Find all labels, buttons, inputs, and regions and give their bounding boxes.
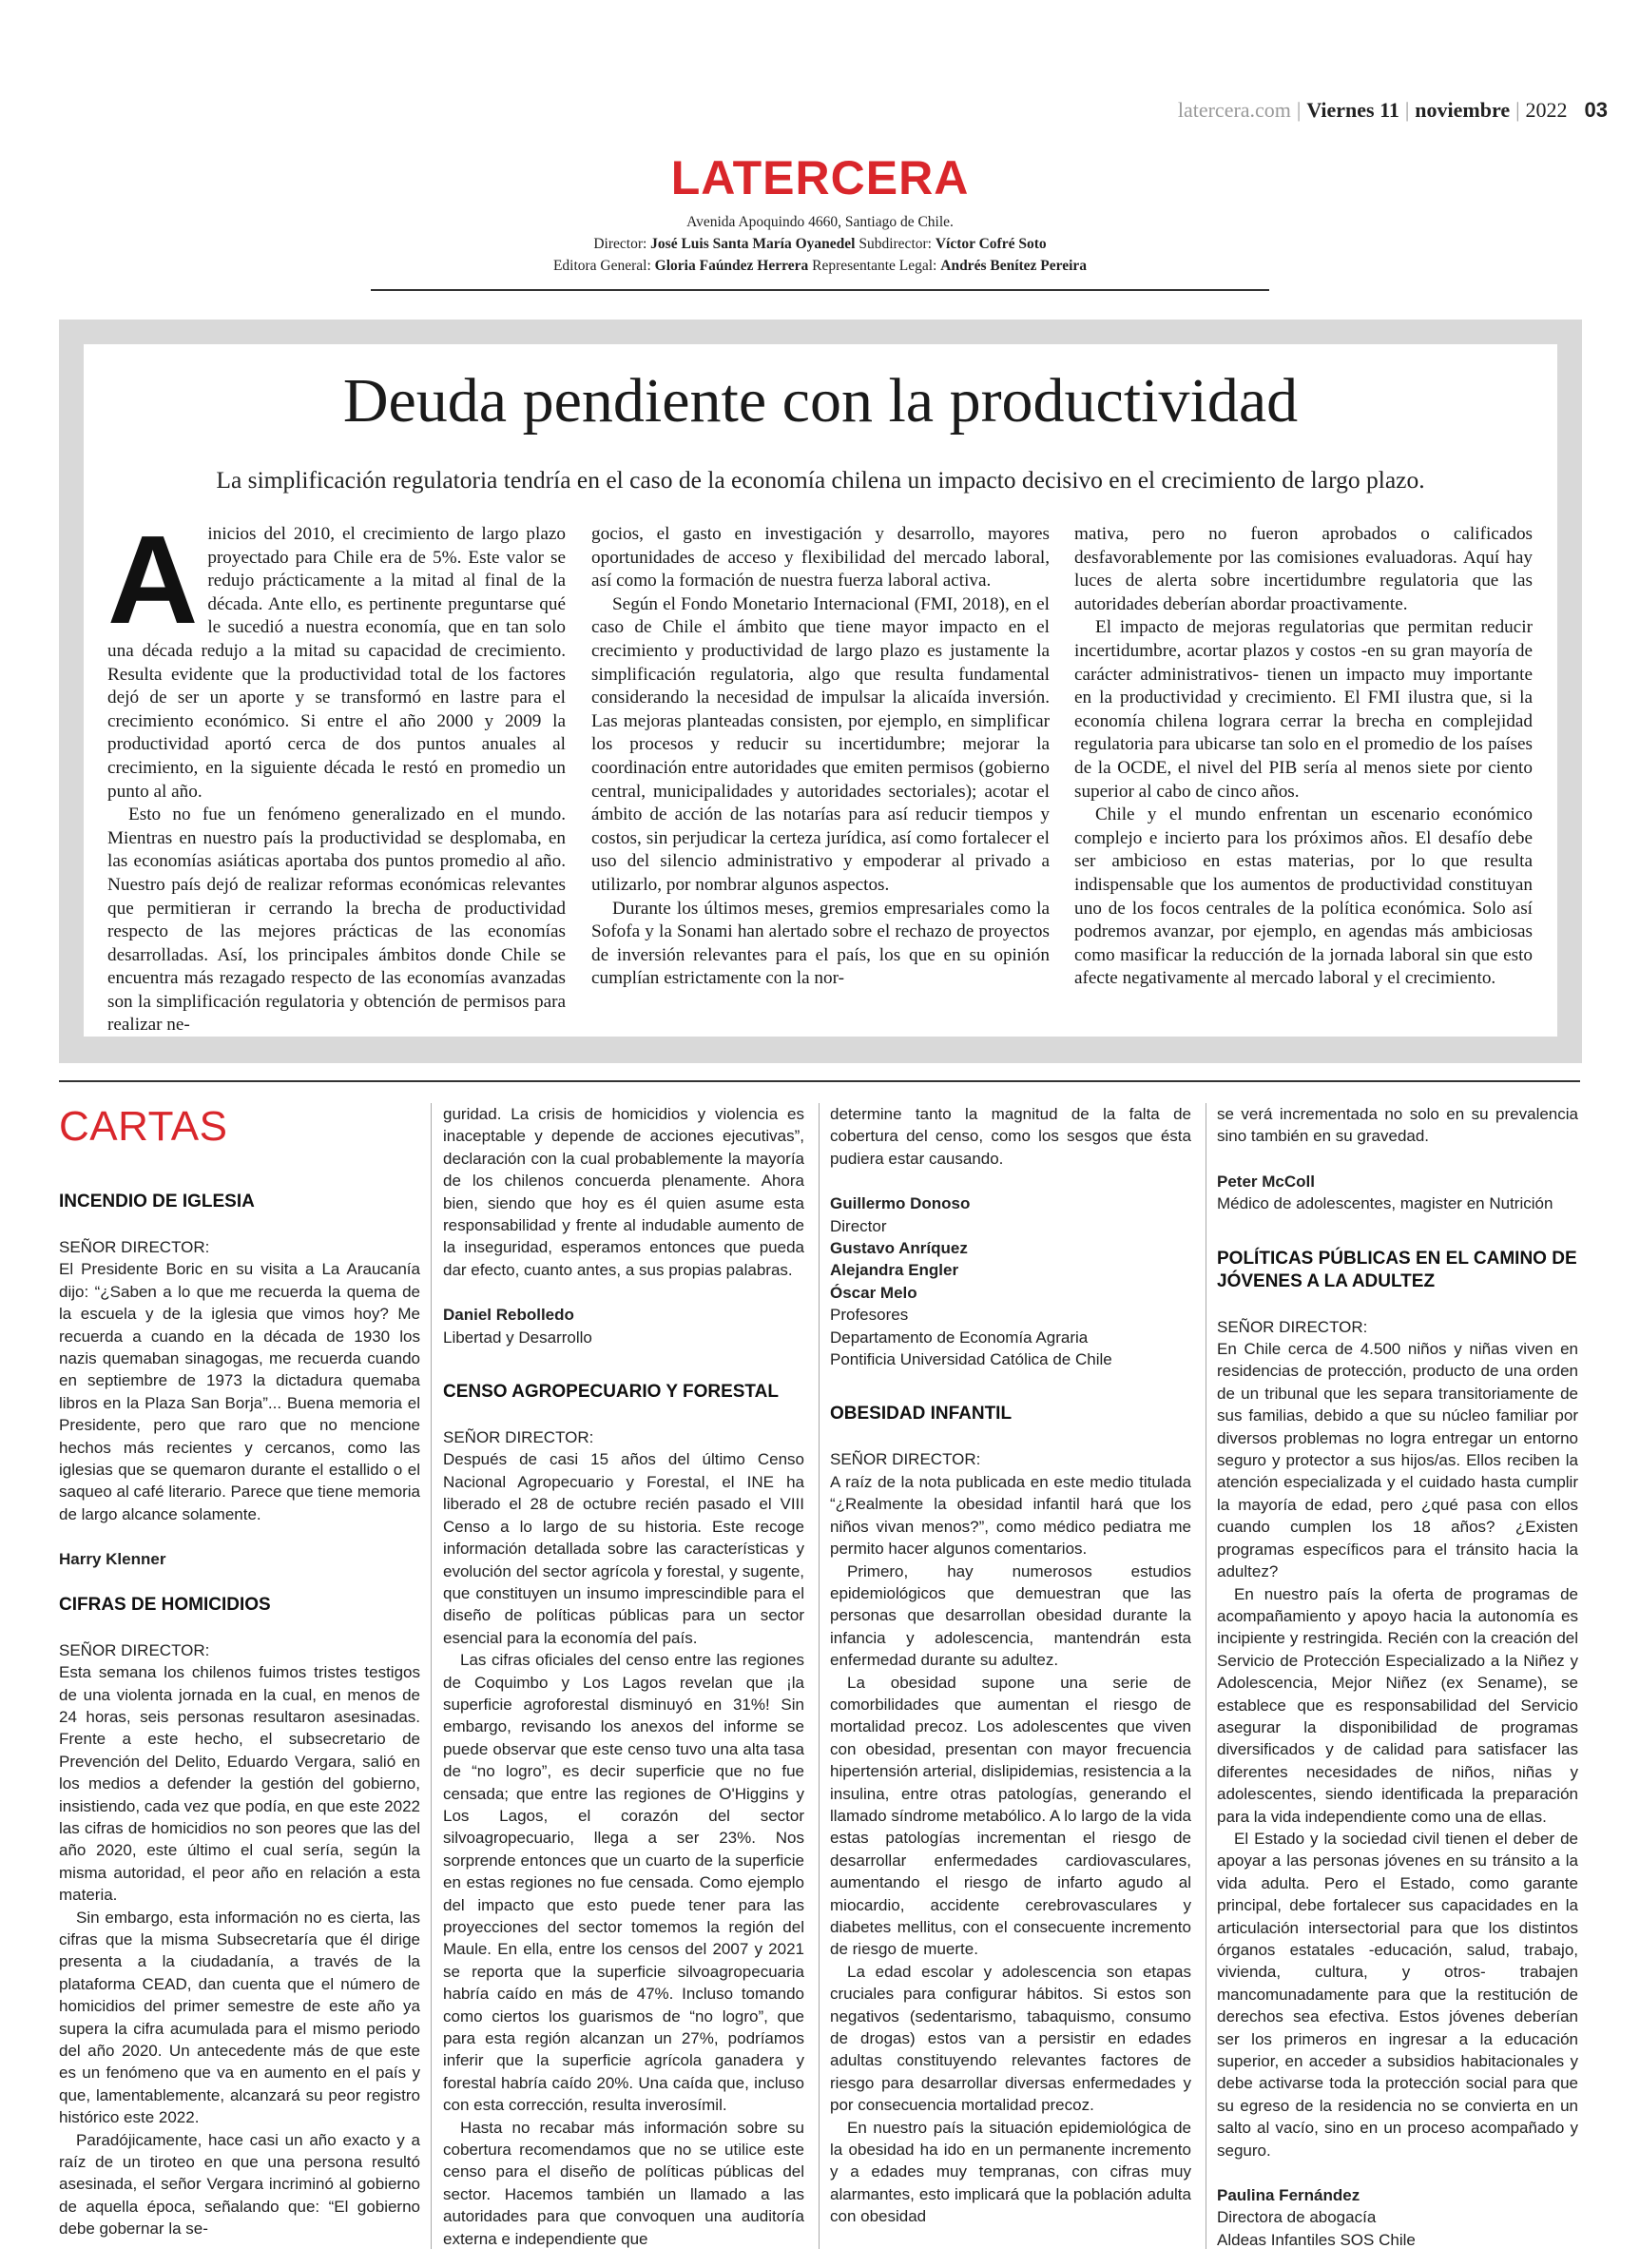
issue-weekday: Viernes 11 bbox=[1306, 98, 1399, 122]
staff-line-2 bbox=[0, 255, 1640, 277]
letter-salutation: SEÑOR DIRECTOR: bbox=[443, 1428, 594, 1447]
letter-salutation: SEÑOR DIRECTOR: bbox=[830, 1450, 981, 1469]
director-label: Director: bbox=[593, 236, 651, 252]
cartas-column-1 bbox=[59, 1191, 420, 2240]
letter-paragraph: Sin embargo, esta información no es cierta, las cifras que la misma Subsecretaría que él dirige presenta a la ciudadanía, a través de la plataforma CEAD, dan cuenta que el número de homicidios del primer semestre de este año ya supera la cifra acumulada para el mismo periodo del año 2020. Un antecedente más de que este es un fenómeno que va en aumento en el país y que, lamentablemente, alcanzará su peor registro histórico este 2022. bbox=[59, 1908, 420, 2127]
letter-headline: CIFRAS DE HOMICIDIOS bbox=[59, 1594, 271, 1615]
letter-paragraph: Después de casi 15 años del último Censo Nacional Agropecuario y Forestal, el INE ha liberado el 28 de octubre recién pasado el VIII Censo a lo largo de su historia. Este recoge información detallada sobre las características y evolución del sector agrícola y forestal, y sugente, que constituyen un insumo imprescindible para el diseño de políticas públicas para un sector esencial para la economía del país. bbox=[443, 1450, 804, 1647]
letter-paragraph: En Chile cerca de 4.500 niños y niñas viven en residencias de protección, producto de una orden de un tribunal que les separa transitoriamente de sus familias, debido a que su núcleo familiar por diversos problemas no logra entregar un entorno seguro y protector a sus hijos/as. Ellos reciben la atención especializada y el cuidado hasta cumplir la mayoría de edad, pero ¿qué pasa con ellos cuando cumplen los 18 años? ¿Existen programas específicos para el tránsito hacia la adultez? bbox=[1217, 1340, 1578, 1581]
letter-paragraph: A raíz de la nota publicada en este medio titulada “¿Realmente la obesidad infantil hará que los niños vivan menos?”, como médico pediatra me permito hacer algunos comentarios. bbox=[830, 1472, 1191, 1559]
letter-paragraph: Las cifras oficiales del censo entre las regiones de Coquimbo y Los Lagos revelan que ¡la superficie agroforestal disminuyó en 31%! Sin embargo, revisando los anexos del informe se puede observar que este censo tuvo una alta tasa de “no logro”, es decir superficie que no fue censada; que entre las regiones de O'Higgins y Los Lagos, el corazón del sector silvoagropecuario, llega a ser 23%. Nos sorprende entonces que un cuarto de la superficie en estas regiones no fue censada. Como ejemplo del impacto que esto puede tener para las proyecciones del sector tomemos la región del Maule. En ella, entre los censos del 2007 y 2021 se reporta que la superficie silvoagropecuaria habría caído en más de 47%. Incluso tomando como ciertos los guarismos de “no logro”, que para esta región alcanzan un 27%, podríamos inferir que la superficie agrícola ganadera y forestal habría caído 20%. Una caída que, incluso con esta corrección, resulta inverosímil. bbox=[443, 1651, 804, 2115]
drop-cap: A bbox=[107, 510, 199, 649]
cartas-column-3 bbox=[830, 1103, 1191, 2228]
letter-signer: Peter McColl bbox=[1217, 1172, 1315, 1191]
letter-signer: Guillermo Donoso bbox=[830, 1194, 971, 1213]
cartas-column-2 bbox=[443, 1103, 804, 2250]
cartas-column-4 bbox=[1217, 1103, 1578, 2251]
address: Avenida Apoquindo 4660, Santiago de Chile. bbox=[686, 214, 954, 230]
letter-role: Médico de adolescentes, magister en Nutrición bbox=[1217, 1194, 1553, 1213]
editorial-paragraph: El impacto de mejoras regulatorias que permitan reducir incertidumbre, acortar plazos y costos -en su gran mayoría de carácter administrativos- tienen un impacto muy importante en la productividad y crecimiento. El FMI ilustra que, si la economía chilena lograra cerrar la brecha en complejidad regulatoria para ubicarse tan solo en el promedio de los países de la OCDE, el nivel del PIB sería al menos siete por ciento superior al cabo de cinco años. bbox=[1074, 617, 1533, 802]
editorial-paragraph: inicios del 2010, el crecimiento de largo plazo proyectado para Chile era de 5%. Este valor se redujo prácticamente a la mitad al final de la década. Ante ello, es pertinente preguntarse qué le sucedió a nuestra economía, que en tan solo una década redujo a la mitad su capacidad de crecimiento. Resulta evidente que la productividad total de los factores dejó de ser un aporte y se transformó en lastre para el crecimiento económico. Si entre el año 2000 y 2009 la productividad aportó cerca de dos puntos anuales al crecimiento, en la siguiente década le restó en promedio un punto al año. bbox=[107, 524, 566, 802]
page-number: 03 bbox=[1584, 98, 1608, 122]
editora-label: Editora General: bbox=[552, 258, 655, 274]
letter-organization: Departamento de Economía Agraria bbox=[830, 1328, 1089, 1347]
letter-paragraph: El Estado y la sociedad civil tienen el deber de apoyar a las personas jóvenes en su tránsito a la vida adulta. Pero el Estado, como garante principal, debe fortalecer sus capacidades en la articulación intersectorial para que los distintos órganos estatales -educación, salud, trabajo, vivienda, cultura, y otros- trabajen mancomunadamente para que la restitución de derechos sea efectiva. Estos jóvenes deberían ser los primeros en ingresar a la educación superior, en acceder a subsidios habitacionales y debe activarse toda la protección social para que su egreso de la residencia no se convierta en un salto al vacío, sino en un proceso acompañado y seguro. bbox=[1217, 1829, 1578, 2160]
staff-divider bbox=[371, 289, 1269, 291]
column-rule bbox=[819, 1103, 820, 2249]
subdirector-label: Subdirector: bbox=[855, 236, 936, 252]
letter-signer: Alejandra Engler bbox=[830, 1261, 959, 1280]
newspaper-logo: LATERCERA bbox=[670, 151, 970, 204]
staff-line-1 bbox=[0, 233, 1640, 255]
site-name: latercera.com bbox=[1177, 98, 1291, 122]
letter-paragraph: El Presidente Boric en su visita a La Araucanía dijo: “¿Saben a lo que me recuerda la quema de la escuela y de la iglesia que vimos hoy? Me recuerda a cuando en la década de 1930 los nazis quemaban sinagogas, me recuerda cuando en septiembre de 1973 la dictadura quemaba libros en la Plaza San Borja”... Buena memoria el Presidente, pero que raro que no mencione hechos más recientes y cercanos, como las iglesias que se quemaron durante el estallido o el saqueo al café literario. Parece que tiene memoria de largo alcance solamente. bbox=[59, 1260, 420, 1523]
editorial-paragraph: mativa, pero no fueron aprobados o calificados desfavorablemente por las comisiones evaluadoras. Aquí hay luces de alerta sobre incertidumbre regulatoria que las autoridades deberían abordar proactivamente. bbox=[1074, 524, 1533, 614]
rep-label: Representante Legal: bbox=[808, 258, 941, 274]
letter-paragraph: La obesidad supone una serie de comorbilidades que aumentan el riesgo de mortalidad precoz. Los adolescentes que viven con obesidad, presentan con mayor frecuencia hipertensión arterial, dislipidemias, resistencia a la insulina, entre otras patologías, generando el llamado síndrome metabólico. A lo largo de la vida estas patologías incrementan el riesgo de desarrollar enfermedades cardiovasculares, aumentando el riesgo de infarto agudo al miocardio, accidente cerebrovasculares y diabetes mellitus, con el consecuente incremento de riesgo de muerte. bbox=[830, 1673, 1191, 1959]
rep-name: Andrés Benítez Pereira bbox=[940, 258, 1088, 274]
letter-salutation: SEÑOR DIRECTOR: bbox=[1217, 1317, 1368, 1336]
letter-paragraph: Esta semana los chilenos fuimos tristes testigos de una violenta jornada en la cual, en menos de 24 horas, seis personas resultaron asesinadas. Frente a este hecho, el subsecretario de Prevención del Delito, Eduardo Vergara, salió en los medios a defender la gestión del gobierno, insistiendo, cada vez que podía, en que este 2022 las cifras de homicidios no son peores que las del año 2020, este último el cual sería, según la misma autoridad, el peor año en relación a esta materia. bbox=[59, 1663, 420, 1905]
editora-name: Gloria Faúndez Herrera bbox=[654, 258, 809, 274]
director-name: José Luis Santa María Oyanedel bbox=[650, 236, 856, 252]
editorial-paragraph: Según el Fondo Monetario Internacional (FMI, 2018), en el caso de Chile el ámbito que tiene mayor impacto en el crecimiento y productividad de largo plazo es justamente la simplificación regulatoria, algo que resulta fundamental considerando la necesidad de impulsar la alicaída inversión. Las mejoras planteadas consisten, por ejemplo, en simplificar los procesos y reducir su incertidumbre; mejorar la coordinación entre autoridades que emiten permisos (gobierno central, municipalidades y autoridades sectoriales); acotar el ámbito de acción de las notarías para así reducir tiempos y costos, sin perjudicar la certeza jurídica, así como fortalecer el uso del silencio administrativo y empoderar al privado a utilizarlo, por nombrar algunos aspectos. bbox=[591, 593, 1050, 895]
letter-organization: Pontificia Universidad Católica de Chile bbox=[830, 1350, 1112, 1369]
editorial-column-3 bbox=[1074, 523, 1533, 991]
letter-role: Director bbox=[830, 1216, 887, 1235]
issue-year: 2022 bbox=[1525, 98, 1568, 122]
letter-paragraph: Primero, hay numerosos estudios epidemiológicos que demuestran que las personas que desarrollan obesidad durante la infancia y adolescencia, mantendrán esta enfermedad durante su adultez. bbox=[830, 1561, 1191, 1670]
subdirector-name: Víctor Cofré Soto bbox=[935, 236, 1047, 252]
letter-signer: Harry Klenner bbox=[59, 1550, 166, 1569]
editorial-column-1 bbox=[107, 510, 566, 1037]
letter-paragraph: guridad. La crisis de homicidios y violencia es inaceptable y depende de acciones ejecutivas”, declaración con la cual probablemente la mayoría de los chilenos concuerda plenamente. Ahora bien, siendo que hoy es él quien asume esta responsabilidad y frente al indudable aumento de la inseguridad, esperamos entonces que pueda dar efecto, cuanto antes, a sus propias palabras. bbox=[443, 1105, 804, 1279]
letter-paragraph: En nuestro país la situación epidemiológica de la obesidad ha ido en un permanente incremento y a edades muy tempranas, con cifras muy alarmantes, esto implicará que la población adulta con obesidad bbox=[830, 2118, 1191, 2226]
letter-signer: Paulina Fernández bbox=[1217, 2186, 1360, 2205]
letter-organization: Aldeas Infantiles SOS Chile bbox=[1217, 2230, 1416, 2249]
editorial-title: Deuda pendiente con la productividad bbox=[342, 366, 1299, 436]
column-rule bbox=[431, 1103, 432, 2249]
letter-paragraph: Paradójicamente, hace casi un año exacto y a raíz de un tiroteo en que una persona resultó asesinada, el señor Vergara incriminó al gobierno de aquella época, señalando que: “El gobierno debe gobernar la se- bbox=[59, 2130, 420, 2239]
letter-role: Directora de abogacía bbox=[1217, 2208, 1377, 2227]
letter-salutation: SEÑOR DIRECTOR: bbox=[59, 1238, 210, 1256]
letter-paragraph: se verá incrementada no solo en su prevalencia sino también en su gravedad. bbox=[1217, 1105, 1578, 1146]
letter-paragraph: Hasta no recabar más información sobre su cobertura recomendamos que no se utilice este censo para el diseño de políticas públicas del sector. Hacemos también un llamado a las autoridades para que convoquen una auditoría externa e independiente que bbox=[443, 2118, 804, 2248]
masthead-dateline: latercera.com | Viernes 11 | noviembre | 2022 03 bbox=[1177, 98, 1608, 122]
section-title: CARTAS bbox=[59, 1103, 228, 1150]
letter-signer: Gustavo Anríquez bbox=[830, 1239, 968, 1258]
editorial-paragraph: Chile y el mundo enfrentan un escenario económico complejo e incierto para los próximos años. El desafío debe ser ambicioso en estas materias, por lo que resulta indispensable que los aumentos de productividad constituyan uno de los focos centrales de la política económica. Solo así podremos avanzar, por ejemplo, en agendas más ambiciosas como masificar la reducción de la jornada laboral sin que esto afecte negativamente al mercado laboral y el crecimiento. bbox=[1074, 804, 1533, 989]
letter-paragraph: determine tanto la magnitud de la falta de cobertura del censo, como los sesgos que ésta pudiera estar causando. bbox=[830, 1105, 1191, 1168]
editorial-column-2 bbox=[591, 523, 1050, 991]
editorial-subtitle: La simplificación regulatoria tendría en el caso de la economía chilena un impacto decisivo en el crecimiento de largo plazo. bbox=[216, 466, 1425, 494]
letter-organization: Libertad y Desarrollo bbox=[443, 1328, 592, 1347]
editorial-paragraph: gocios, el gasto en investigación y desarrollo, mayores oportunidades de acceso y flexibilidad del mercado laboral, así como la formación de nuestra fuerza laboral activa. bbox=[591, 524, 1050, 591]
letter-headline: POLÍTICAS PÚBLICAS EN EL CAMINO DE JÓVENES A LA ADULTEZ bbox=[1217, 1248, 1577, 1291]
letter-paragraph: La edad escolar y adolescencia son etapas cruciales para configurar hábitos. Si estos son negativos (sedentarismo, tabaquismo, consumo de drogas) estos van a persistir en edades adultas constituyendo relevantes factores de riesgo para desarrollar diversas enfermedades y por consecuencia mortalidad precoz. bbox=[830, 1962, 1191, 2115]
letter-paragraph: En nuestro país la oferta de programas de acompañamiento y apoyo hacia la autonomía es incipiente y restringida. Recién con la creación del Servicio de Protección Especializado a la Niñez y Adolescencia, Mejor Niñez (ex Sename), se establece que es responsabilidad del Servicio asegurar la disponibilidad de programas diversificados y de calidad para satisfacer las diferentes necesidades de niños, niñas y adolescentes, siendo identificada la preparación para la vida independiente como una de ellas. bbox=[1217, 1584, 1578, 1826]
editorial-paragraph: Esto no fue un fenómeno generalizado en el mundo. Mientras en nuestro país la productividad se desplomaba, en las economías asiáticas aportaba dos puntos promedio al año. Nuestro país dejó de realizar reformas económicas relevantes que permitieran ir cerrando la brecha de productividad respecto de las mejores prácticas de las economías desarrolladas. Así, los principales ámbitos donde Chile se encuentra más rezagado respecto de las economías avanzadas son la simplificación regulatoria y obtención de permisos para realizar ne- bbox=[107, 804, 566, 1036]
issue-month: noviembre bbox=[1415, 98, 1511, 122]
letter-signer: Daniel Rebolledo bbox=[443, 1306, 574, 1325]
letter-signer: Óscar Melo bbox=[830, 1283, 917, 1302]
letter-headline: CENSO AGROPECUARIO Y FORESTAL bbox=[443, 1382, 779, 1403]
letter-headline: OBESIDAD INFANTIL bbox=[830, 1404, 1013, 1425]
editorial-paragraph: Durante los últimos meses, gremios empresariales como la Sofofa y la Sonami han alertado sobre el rechazo de proyectos de inversión relevantes para el país, los que en su opinión cumplían estrictamente con la nor- bbox=[591, 898, 1050, 989]
letter-headline: INCENDIO DE IGLESIA bbox=[59, 1192, 255, 1212]
staff-box bbox=[0, 211, 1640, 277]
letter-salutation: SEÑOR DIRECTOR: bbox=[59, 1640, 210, 1659]
letter-role: Profesores bbox=[830, 1306, 909, 1325]
cartas-divider bbox=[59, 1080, 1580, 1082]
